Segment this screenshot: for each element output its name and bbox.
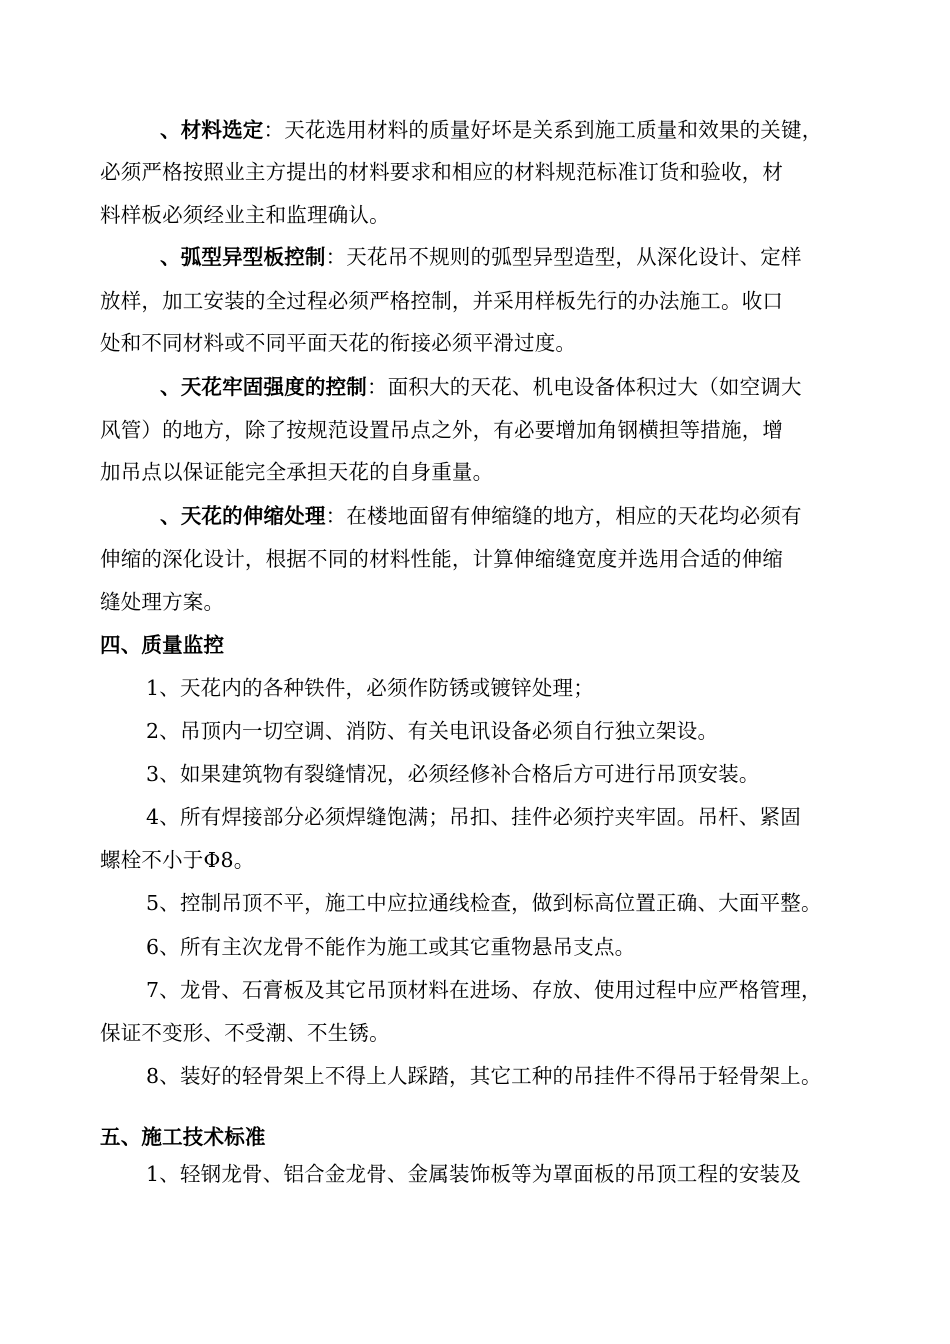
- quality-item-4-cont: 螺栓不小于Φ8。: [100, 848, 255, 872]
- quality-item-2: 2、吊顶内一切空调、消防、有关电讯设备必须自行独立架设。: [146, 719, 719, 743]
- quality-item-4: 4、所有焊接部分必须焊缝饱满；吊扣、挂件必须拧夹牢固。吊杆、紧固: [146, 805, 801, 829]
- paragraph-strength-line-1: 、天花牢固强度的控制：面积大的天花、机电设备体积过大（如空调大: [160, 375, 802, 399]
- standards-item-1: 1、轻钢龙骨、铝合金龙骨、金属装饰板等为罩面板的吊顶工程的安装及: [146, 1162, 801, 1186]
- materials-lead: 、材料选定: [160, 118, 264, 142]
- paragraph-strength-line-2: 风管）的地方，除了按规范设置吊点之外，有必要增加角钢横担等措施，增: [100, 418, 784, 442]
- paragraph-curved-line-2: 放样，加工安装的全过程必须严格控制，并采用样板先行的办法施工。收口: [100, 289, 784, 313]
- strength-lead: 、天花牢固强度的控制: [160, 375, 367, 399]
- quality-item-6: 6、所有主次龙骨不能作为施工或其它重物悬吊支点。: [146, 935, 636, 959]
- paragraph-expansion-line-3: 缝处理方案。: [100, 590, 225, 614]
- quality-item-8: 8、装好的轻骨架上不得上人踩踏，其它工种的吊挂件不得吊于轻骨架上。: [146, 1064, 822, 1088]
- paragraph-materials-line-2: 必须严格按照业主方提出的材料要求和相应的材料规范标准订货和验收，材: [100, 160, 784, 184]
- quality-item-1: 1、天花内的各种铁件，必须作防锈或镀锌处理；: [146, 676, 594, 700]
- heading-quality-control: 四、质量监控: [100, 633, 225, 657]
- quality-item-5: 5、控制吊顶不平，施工中应拉通线检查，做到标高位置正确、大面平整。: [146, 891, 822, 915]
- quality-item-7: 7、龙骨、石膏板及其它吊顶材料在进场、存放、使用过程中应严格管理，: [146, 978, 822, 1002]
- paragraph-curved-line-3: 处和不同材料或不同平面天花的衔接必须平滑过度。: [100, 331, 577, 355]
- curved-lead: 、弧型异型板控制: [160, 245, 326, 269]
- paragraph-expansion-line-2: 伸缩的深化设计，根据不同的材料性能，计算伸缩缝宽度并选用合适的伸缩: [100, 547, 784, 571]
- paragraph-curved-line-1: 、弧型异型板控制：天花吊不规则的弧型异型造型，从深化设计、定样: [160, 245, 802, 269]
- expansion-lead: 、天花的伸缩处理: [160, 504, 326, 528]
- paragraph-materials-line-1: 、材料选定：天花选用材料的质量好坏是关系到施工质量和效果的关键，: [160, 118, 823, 142]
- quality-item-7-cont: 保证不变形、不受潮、不生锈。: [100, 1021, 390, 1045]
- heading-technical-standards: 五、施工技术标准: [100, 1125, 266, 1149]
- paragraph-strength-line-3: 加吊点以保证能完全承担天花的自身重量。: [100, 460, 494, 484]
- paragraph-expansion-line-1: 、天花的伸缩处理：在楼地面留有伸缩缝的地方，相应的天花均必须有: [160, 504, 802, 528]
- quality-item-3: 3、如果建筑物有裂缝情况，必须经修补合格后方可进行吊顶安装。: [146, 762, 760, 786]
- paragraph-materials-line-3: 料样板必须经业主和监理确认。: [100, 203, 390, 227]
